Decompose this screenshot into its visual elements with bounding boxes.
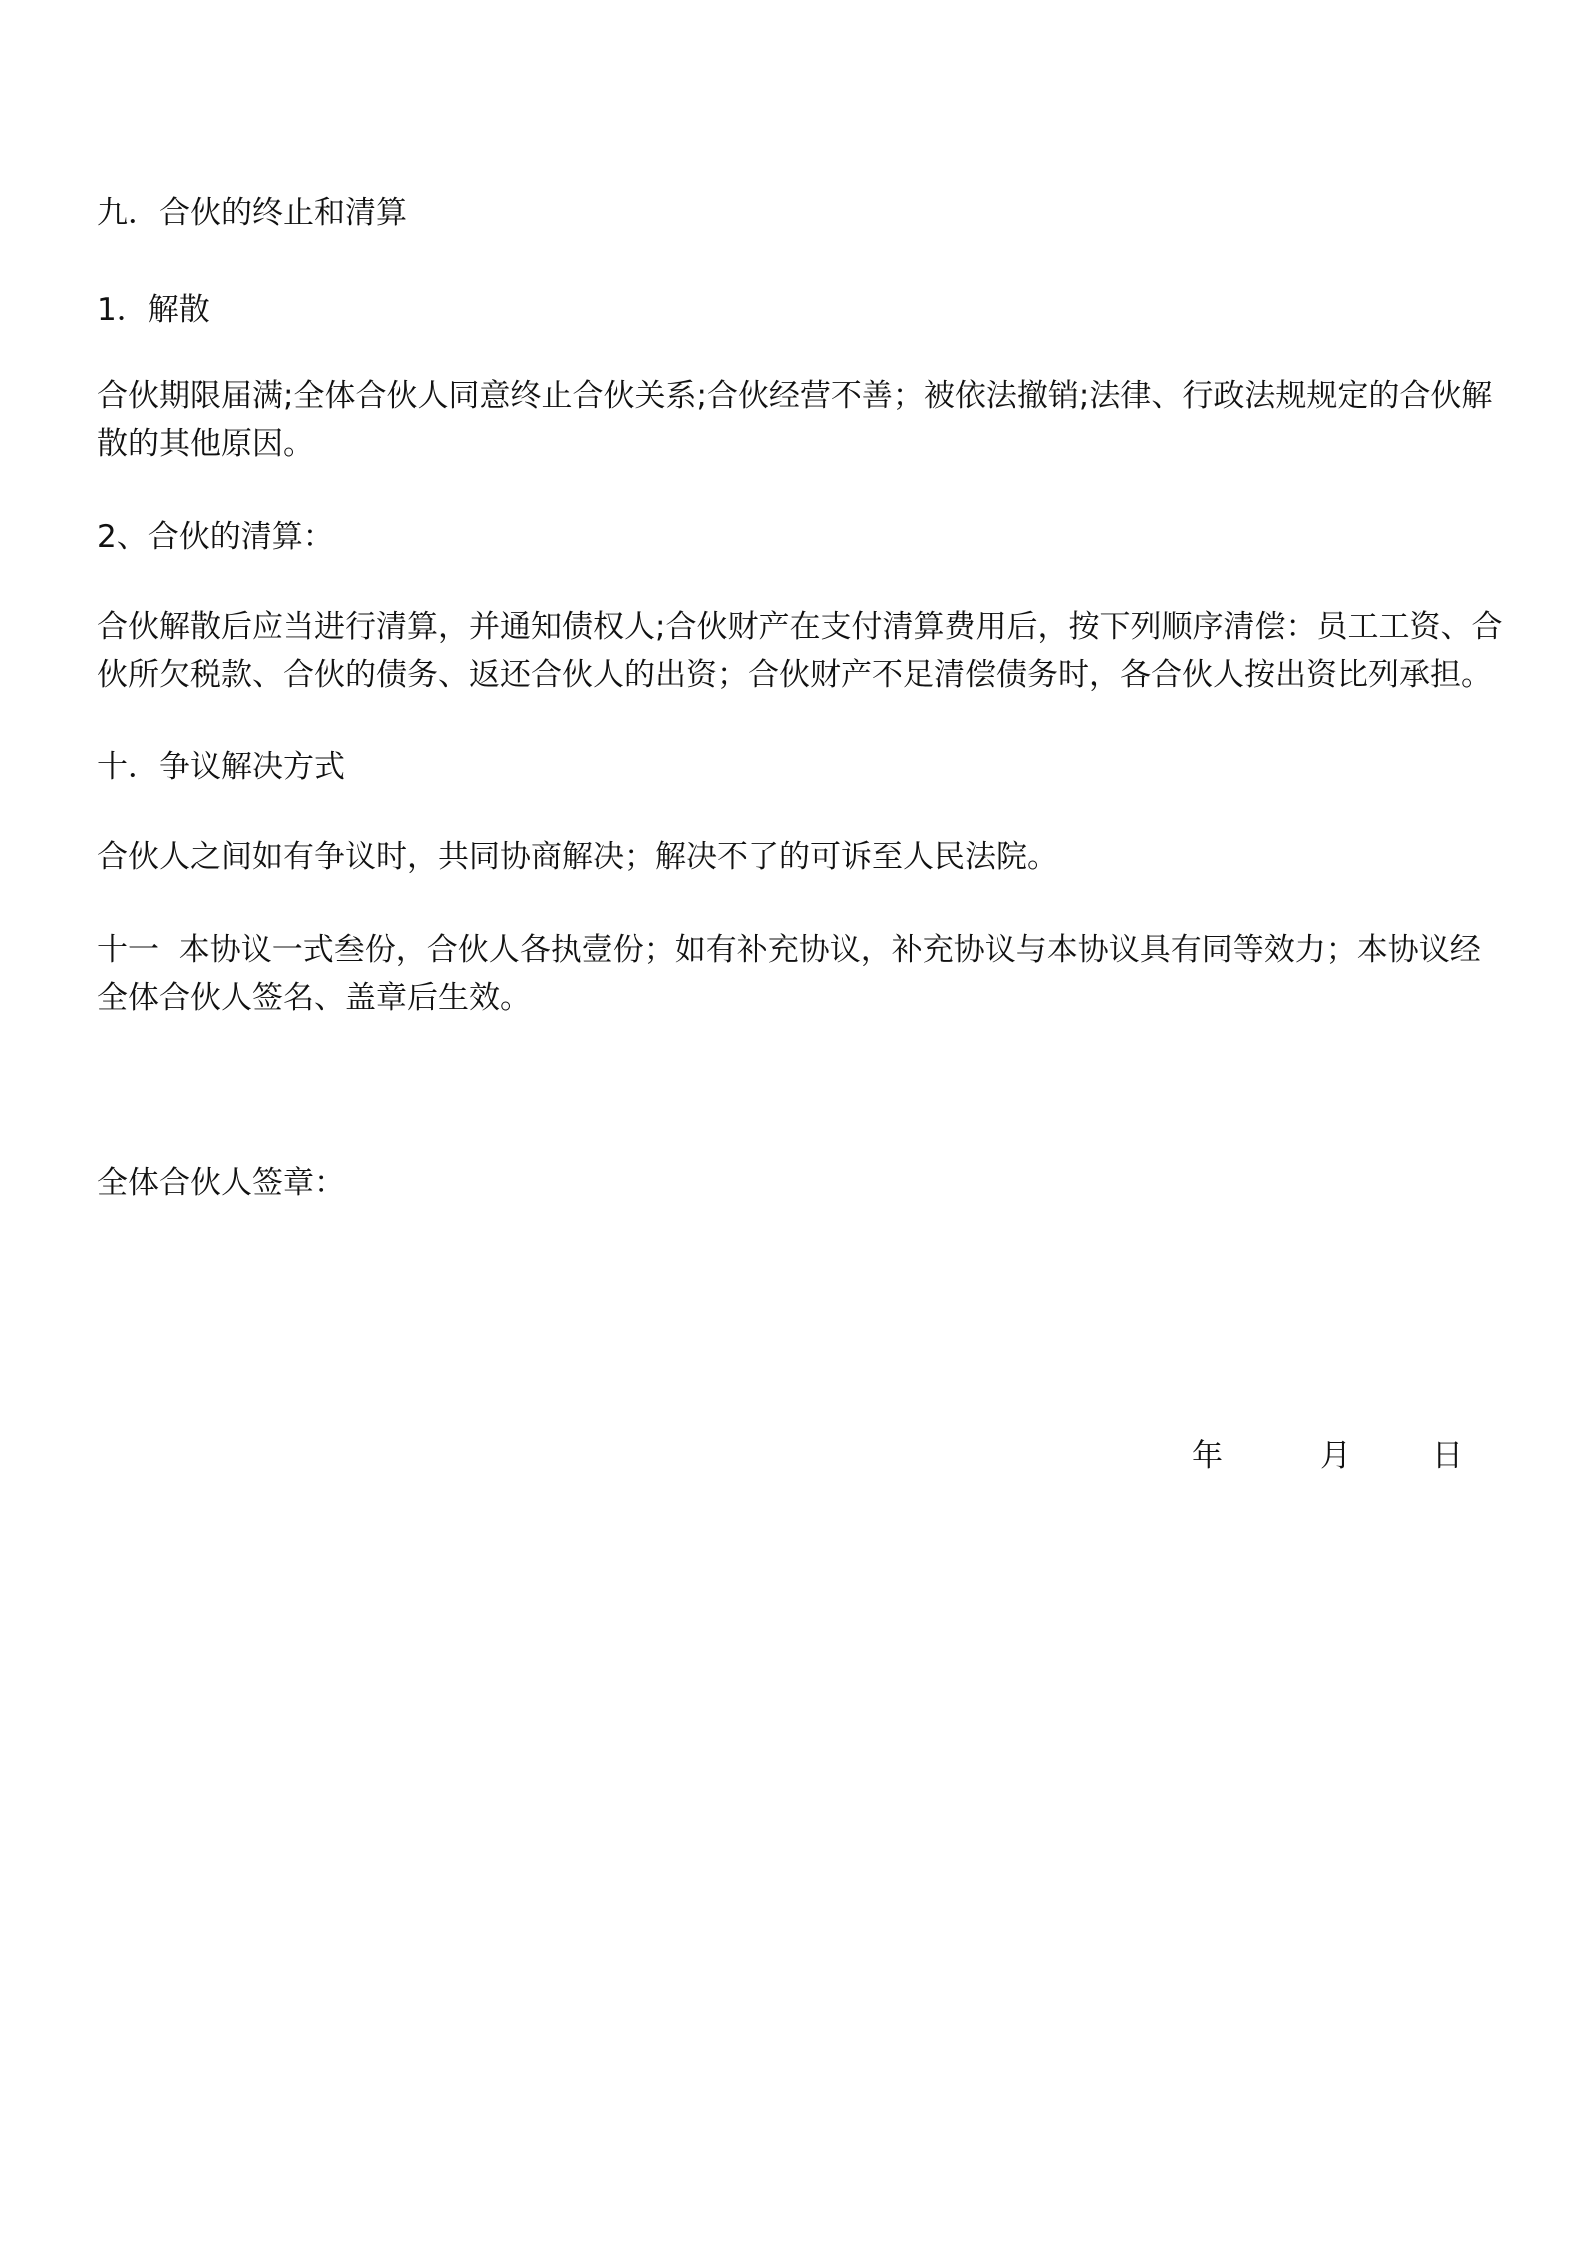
date-year-label: 年 [1192,1438,1223,1474]
section-11-body [97,926,1537,1022]
signature-label: 全体合伙人签章： [97,1165,345,1201]
section-9-1-body-line: 合伙期限届满;全体合伙人同意终止合伙关系;合伙经营不善；被依法撤销;法律、行政法规规定的合伙解 [97,378,1493,414]
section-9-2-body-line: 合伙解散后应当进行清算，并通知债权人;合伙财产在支付清算费用后，按下列顺序清偿：员工工资、合 [97,609,1503,645]
date-day-label: 日 [1432,1438,1463,1474]
section-9-2-body-line: 伙所欠税款、合伙的债务、返还合伙人的出资；合伙财产不足清偿债务时，各合伙人按出资比列承担。 [97,657,1492,693]
section-10-body: 合伙人之间如有争议时，共同协商解决；解决不了的可诉至人民法院。 [97,839,1058,875]
section-9-1-heading: 1．解散 [97,292,210,328]
section-9-2-heading: 2、合伙的清算： [97,519,334,555]
section-9-2-body [97,603,1537,699]
section-9-1-body-line: 散的其他原因。 [97,426,314,462]
section-10-heading: 十．争议解决方式 [97,749,345,785]
section-9-1-body [97,372,1537,468]
section-11-body-line: 全体合伙人签名、盖章后生效。 [97,980,531,1016]
section-9-heading: 九．合伙的终止和清算 [97,195,407,231]
section-11-body-line: 十一 本协议一式叁份，合伙人各执壹份；如有补充协议，补充协议与本协议具有同等效力；本协议经 [97,932,1481,968]
date-month-label: 月 [1320,1438,1351,1474]
